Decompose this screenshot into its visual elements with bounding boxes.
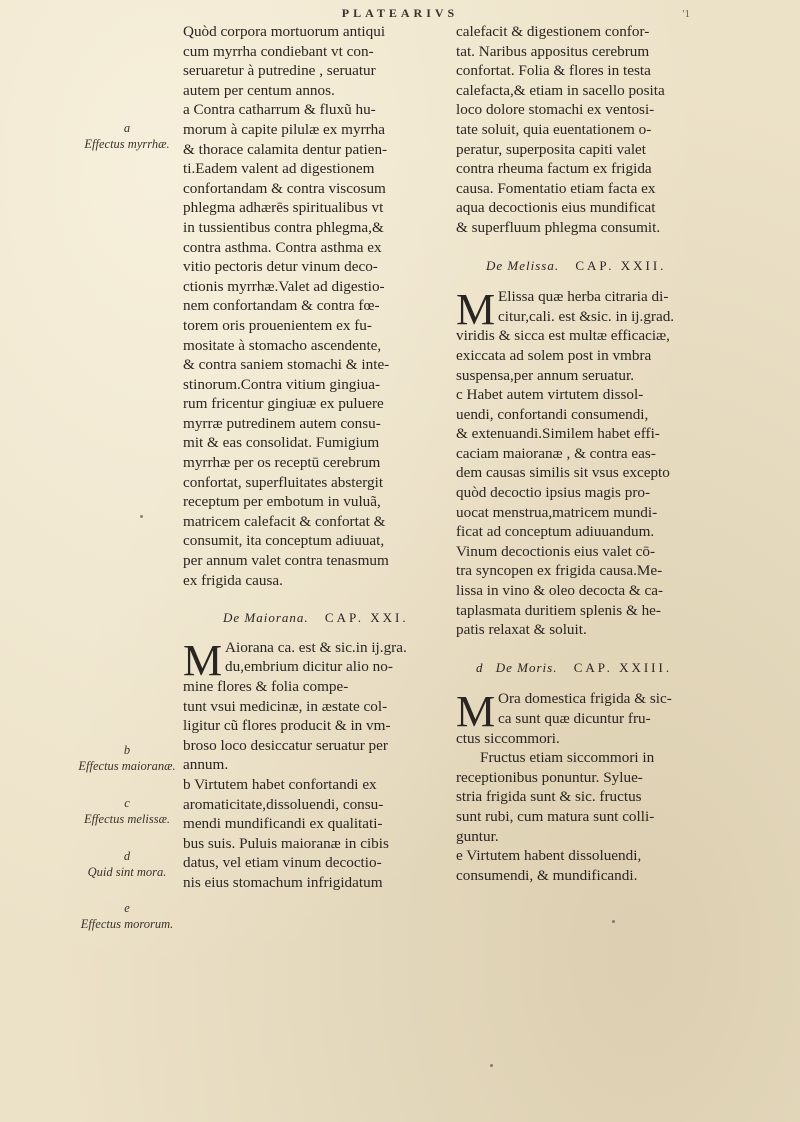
paragraph-moris-virtues [456,846,794,885]
text-line: annum. [183,756,229,774]
marginal-letter: c [124,796,130,810]
chapter-title: De Maiorana. [223,610,309,626]
text-line: ex frigida causa. [183,571,283,589]
text-line: cum myrrha condiebant vt con- [183,42,374,60]
paragraph-moris-fruits [456,748,794,846]
text-line: ca sunt quæ dicuntur fru- [498,710,651,727]
text-line: consumit, ita conceptum adiuuat, [183,532,385,550]
text-line: aromaticitate,dissoluendi, consu- [183,795,384,813]
paper-speck [490,1064,493,1067]
drop-cap: M [456,285,496,335]
marginal-note-c [78,795,176,827]
text-line: ficat ad conceptum adiuuandum. [456,523,655,541]
text-line: uendi, confortandi consumendi, [456,405,649,423]
paragraph-embalming [183,22,453,100]
text-line: rum fricentur gingiuæ ex puluere [183,395,384,413]
right-column [456,22,794,885]
paragraph-maiorana-continued [456,22,794,238]
text-line: contra asthma. Contra asthma ex [183,238,382,256]
text-line: guntur. [456,827,499,845]
chapter-heading-maiorana [223,608,453,628]
text-line: & contra saniem stomachi & inte- [183,356,390,374]
text-line: c Habet autem virtutem dissol- [456,386,644,404]
text-line: torem oris prouenientem ex fu- [183,316,372,334]
marginal-letter: b [123,743,131,757]
text-line: ctus siccommori. [456,729,560,747]
text-line: suspensa,per annum seruatur. [456,366,634,384]
text-line: confortandam & contra viscosum [183,179,386,197]
text-line: e Virtutem habent dissoluendi, [456,847,642,865]
drop-cap: M [456,687,496,737]
chapter-number: CAP. XXI. [324,610,409,626]
text-line: morum à capite pilulæ ex myrrha [183,120,386,138]
text-line: datus, vel etiam vinum decoctio- [183,854,382,872]
marginal-letter: d [123,849,131,863]
marginal-note-b [78,742,176,774]
text-line: peratur, superposita capiti valet [456,140,647,158]
marginal-text: Effectus myrrhæ. [84,137,170,151]
text-line: confortat. Folia & flores in testa [456,62,651,80]
chapter-number: CAP. XXIII. [573,659,673,675]
text-line: Vinum decoctionis eius valet cō- [456,542,656,560]
text-line: patis relaxat & soluit. [456,621,587,639]
page-number: '1 [682,8,690,20]
text-line: receptum per embotum in vuluã, [183,493,381,511]
text-line: tate soluit, quia euentationem o- [456,120,652,138]
text-line: stinorum.Contra vitium gingiua- [183,375,380,393]
text-line: & extenuandi.Similem habet effi- [456,425,660,443]
marginal-text: Quid sint mora. [87,865,167,879]
text-line: Aiorana ca. est & sic.in ij.gra. [225,638,407,656]
text-line: ti.Eadem valent ad digestionem [183,160,375,178]
marginal-note-e [78,900,176,932]
text-line: mine flores & folia compe- [183,678,349,695]
paragraph-moris-intro [456,689,794,748]
text-line: autem per centum annos. [183,81,335,99]
left-column [183,22,453,893]
text-line: myrræ putredinem autem consu- [183,414,381,432]
text-line: aqua decoctionis eius mundificat [456,199,656,217]
text-line: lissa in vino & oleo decocta & ca- [456,582,664,600]
paragraph-maiorana-virtues [183,775,453,893]
text-line: tat. Naribus appositus cerebrum [456,42,650,60]
running-head: PLATEARIVS [341,6,459,20]
chapter-title: De Moris. [495,659,558,675]
marginal-text: Effectus melissæ. [83,812,171,826]
text-line: bus suis. Puluis maioranæ in cibis [183,834,389,852]
note-letter: d [476,659,484,675]
text-line: viridis & sicca est multæ efficaciæ, [456,327,670,345]
chapter-heading-melissa [486,256,794,276]
text-line: vitio pectoris detur vinum deco- [183,258,378,276]
text-line: & thorace calamita dentur patien- [183,140,388,158]
marginal-letter: e [124,901,130,915]
text-line: quòd decoctio ipsius magis pro- [456,484,651,502]
text-line: matricem calefacit & confortat & [183,512,386,530]
text-line: receptionibus ponuntur. Sylue- [456,768,643,786]
chapter-heading-moris [476,658,794,678]
paper-speck [612,920,615,923]
text-line: citur,cali. est &sic. in ij.grad. [498,307,675,325]
text-line: mit & eas consolidat. Fumigium [183,434,380,452]
marginal-letter: a [123,121,131,135]
text-line: phlegma adhærēs spiritualibus vt [183,199,384,217]
paragraph-myrrh-effects [183,100,453,590]
paragraph-melissa-intro [456,287,794,385]
text-line: uocat menstrua,matricem mundi- [456,503,658,521]
text-line: ctionis myrrhæ.Valet ad digestio- [183,277,385,295]
text-line: calefacta,& etiam in sacello posita [456,81,665,99]
marginal-text: Effectus mororum. [80,917,174,931]
chapter-number: CAP. XXII. [575,257,667,273]
text-line: ligitur cũ flores producit & in vm- [183,717,391,735]
text-line: Quòd corpora mortuorum antiqui [183,23,386,40]
text-line: mendi mundificandi ex qualitati- [183,815,383,833]
text-line: loco dolore stomachi ex ventosi- [456,101,655,119]
text-line: dem causas similis sit vsus excepto [456,464,670,482]
text-line: & superfluum phlegma consumit. [456,218,661,236]
paper-speck [140,515,143,518]
text-line: Elissa quæ herba citraria di- [498,288,669,306]
text-line: tunt vsui medicinæ, in æstate col- [183,697,388,715]
text-line: nem confortandam & contra fœ- [183,297,380,315]
text-line: consumendi, & mundificandi. [456,866,638,884]
text-line: Ora domestica frigida & sic- [498,690,672,708]
text-line: seruaretur à putredine , seruatur [183,62,376,80]
text-line: broso loco desiccatur seruatur per [183,736,388,754]
text-line: calefacit & digestionem confor- [456,23,650,40]
text-line: per annum valet contra tenasmum [183,552,389,570]
text-line: taplasmata duritiem splenis & he- [456,601,661,619]
text-line: mositate à stomacho ascendente, [183,336,382,354]
text-line: contra rheuma factum ex frigida [456,160,652,178]
text-line: a Contra catharrum & fluxũ hu- [183,101,376,119]
text-line: exiccata ad solem post in vmbra [456,346,652,364]
text-line: causa. Fomentatio etiam facta ex [456,179,656,197]
text-line: tra syncopen ex frigida causa.Me- [456,562,663,580]
marginal-text: Effectus maioranæ. [78,759,176,773]
chapter-title: De Melissa. [486,257,560,273]
text-line: confortat, superfluitates abstergit [183,473,384,491]
text-line: du,embrium dicitur alio no- [225,658,393,676]
paragraph-melissa-virtues [456,385,794,640]
text-line: stria frigida sunt & sic. fructus [456,788,642,806]
text-line: myrrhæ per os receptū cerebrum [183,454,381,472]
text-line: in tussientibus contra phlegma,& [183,218,384,236]
text-line: b Virtutem habet confortandi ex [183,775,377,793]
paragraph-maiorana-intro [183,635,453,775]
text-line: nis eius stomachum infrigidatum [183,873,383,891]
drop-cap: M [183,635,223,685]
text-line: Fructus etiam siccommori in [480,749,655,767]
marginal-note-a [78,120,176,152]
text-line: sunt rubi, cum matura sunt colli- [456,807,655,825]
text-line: caciam maioranæ , & contra eas- [456,444,656,462]
marginal-note-d [78,848,176,880]
